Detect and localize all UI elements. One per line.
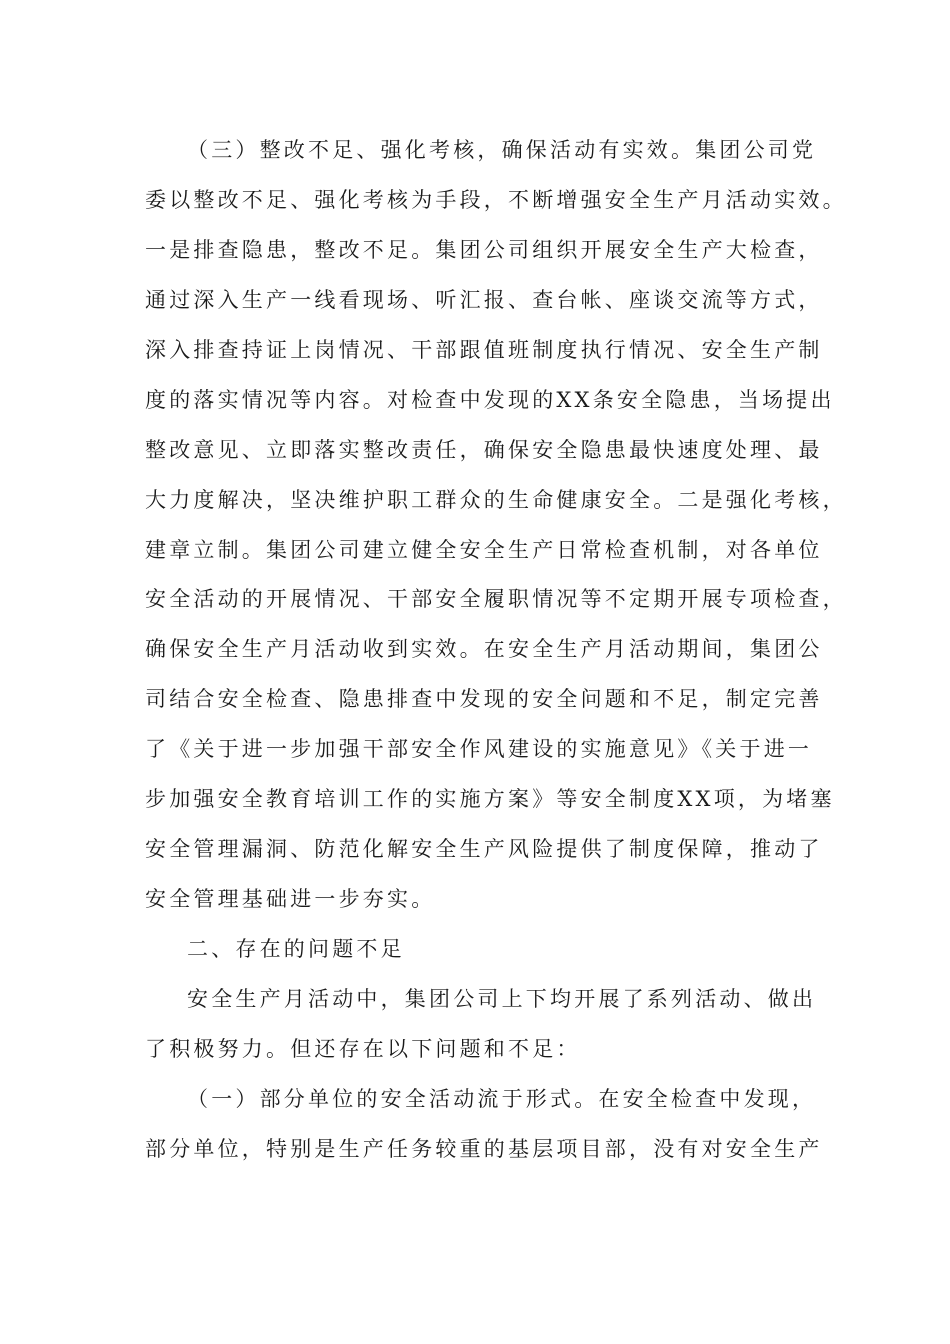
paragraph-line: 确保安全生产月活动收到实效。在安全生产月活动期间，集团公 — [145, 637, 823, 661]
paragraph-line: 一是排查隐患，整改不足。集团公司组织开展安全生产大检查， — [145, 238, 823, 262]
paragraph-line: 安全管理基础进一步夯实。 — [145, 887, 436, 911]
paragraph-line: （一）部分单位的安全活动流于形式。在安全检查中发现， — [187, 1087, 817, 1111]
paragraph-line: 部分单位，特别是生产任务较重的基层项目部，没有对安全生产 — [145, 1137, 823, 1161]
section-heading: 二、存在的问题不足 — [187, 937, 405, 961]
paragraph-line: 度的落实情况等内容。对检查中发现的XX条安全隐患，当场提出 — [145, 388, 835, 412]
paragraph-line: 了积极努力。但还存在以下问题和不足： — [145, 1037, 581, 1061]
paragraph-line: 安全活动的开展情况、干部安全履职情况等不定期开展专项检查， — [145, 587, 847, 611]
paragraph-line: 委以整改不足、强化考核为手段，不断增强安全生产月活动实效。 — [145, 188, 847, 212]
paragraph-line: 深入排查持证上岗情况、干部跟值班制度执行情况、安全生产制 — [145, 338, 823, 362]
paragraph-line: 大力度解决，坚决维护职工群众的生命健康安全。二是强化考核， — [145, 488, 847, 512]
paragraph-line: 建章立制。集团公司建立健全安全生产日常检查机制，对各单位 — [145, 538, 823, 562]
paragraph-line: 了《关于进一步加强干部安全作风建设的实施意见》《关于进一 — [145, 737, 813, 761]
paragraph-line: 步加强安全教育培训工作的实施方案》等安全制度XX项，为堵塞 — [145, 787, 835, 811]
paragraph-line: 整改意见、立即落实整改责任，确保安全隐患最快速度处理、最 — [145, 438, 823, 462]
paragraph-line: 安全管理漏洞、防范化解安全生产风险提供了制度保障，推动了 — [145, 837, 823, 861]
paragraph-line: 安全生产月活动中，集团公司上下均开展了系列活动、做出 — [187, 987, 817, 1011]
paragraph-line: 司结合安全检查、隐患排查中发现的安全问题和不足，制定完善 — [145, 687, 823, 711]
paragraph-line: 通过深入生产一线看现场、听汇报、查台帐、座谈交流等方式， — [145, 288, 823, 312]
paragraph-line: （三）整改不足、强化考核，确保活动有实效。集团公司党 — [187, 138, 817, 162]
